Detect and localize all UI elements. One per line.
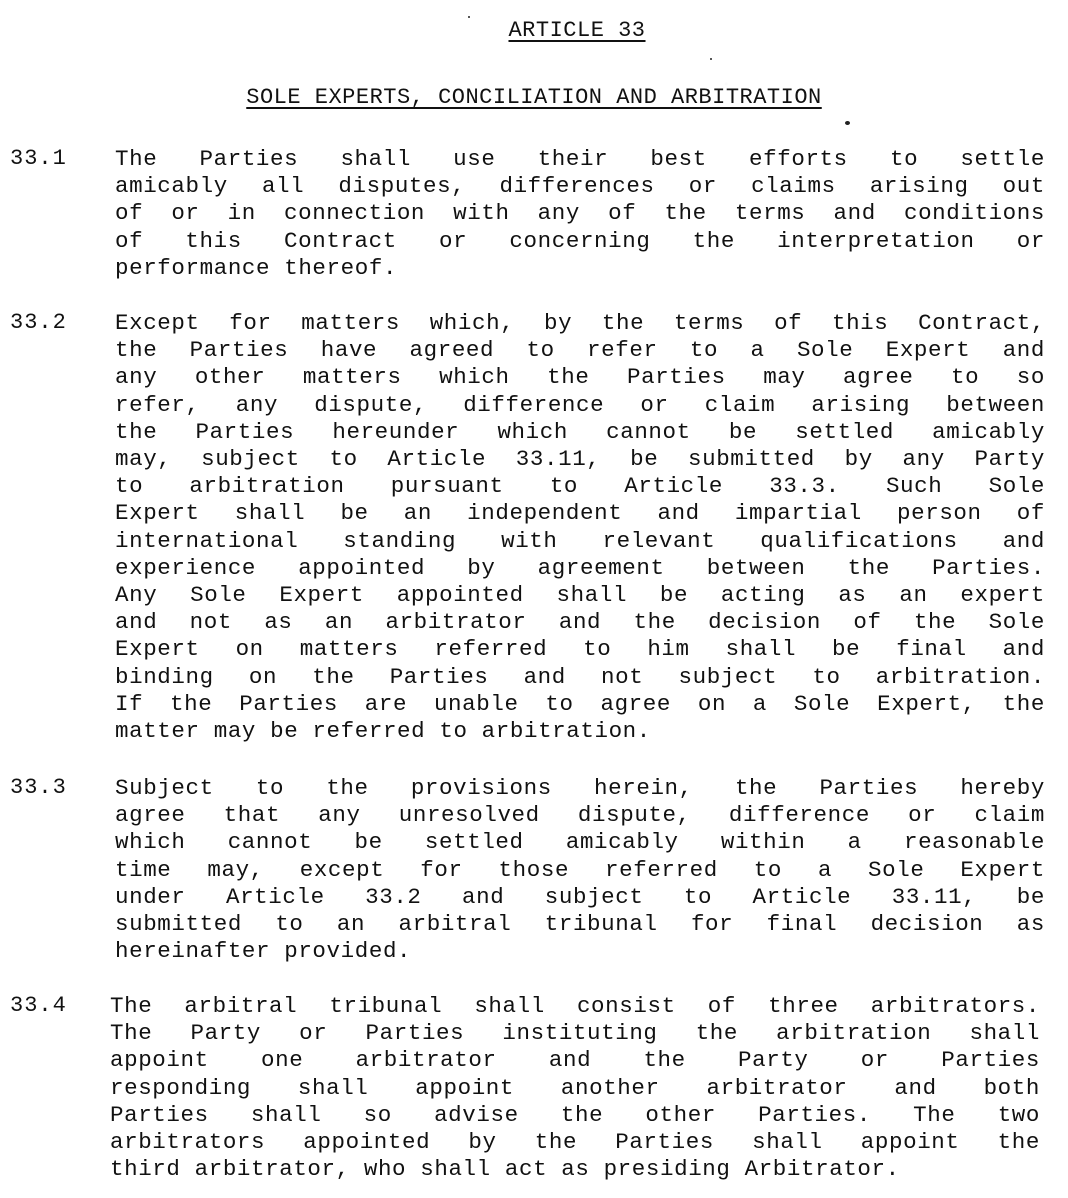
clause-line: submitted to an arbitral tribunal for final decision as bbox=[115, 911, 1045, 938]
clause-line: hereinafter provided. bbox=[115, 938, 412, 965]
clause-line: international standing with relevant qualifications and bbox=[115, 527, 1045, 554]
clause-line: may, subject to Article 33.11, be submitted by any Party bbox=[115, 446, 1045, 473]
clause-line: matter may be referred to arbitration. bbox=[115, 718, 651, 745]
clause-line: the Parties hereunder which cannot be settled amicably bbox=[115, 418, 1045, 445]
scan-speck bbox=[710, 58, 712, 60]
clause-line: The Party or Parties instituting the arbitration shall bbox=[110, 1020, 1040, 1047]
clause-body bbox=[115, 775, 1045, 965]
clause-number: 33.2 bbox=[10, 310, 67, 335]
clause-line: arbitrators appointed by the Parties shall appoint the bbox=[110, 1129, 1040, 1156]
clause-line: of this Contract or concerning the interpretation or bbox=[115, 227, 1045, 254]
clause-line: responding shall appoint another arbitrator and both bbox=[110, 1074, 1040, 1101]
clause-line: the Parties have agreed to refer to a Sole Expert and bbox=[115, 337, 1045, 364]
clause-line: to arbitration pursuant to Article 33.3. Such Sole bbox=[115, 473, 1045, 500]
clause-line: which cannot be settled amicably within a reasonable bbox=[115, 829, 1045, 856]
clause-line: amicably all disputes, differences or claims arising out bbox=[115, 173, 1045, 200]
section-heading bbox=[0, 85, 1068, 110]
clause-line: If the Parties are unable to agree on a Sole Expert, the bbox=[115, 690, 1045, 717]
clause-line: Expert shall be an independent and impartial person of bbox=[115, 500, 1045, 527]
clause-body bbox=[115, 310, 1045, 745]
clause-number: 33.4 bbox=[10, 993, 67, 1018]
clause-line: Parties shall so advise the other Parties. The two bbox=[110, 1101, 1040, 1128]
article-heading-text: ARTICLE 33 bbox=[508, 18, 646, 43]
clause-line: binding on the Parties and not subject to arbitration. bbox=[115, 663, 1045, 690]
clause-body bbox=[110, 993, 1040, 1183]
clause-line: of or in connection with any of the terms and conditions bbox=[115, 200, 1045, 227]
clause-line: performance thereof. bbox=[115, 254, 398, 281]
clause-line: agree that any unresolved dispute, difference or claim bbox=[115, 802, 1045, 829]
clause-line: Except for matters which, by the terms of this Contract, bbox=[115, 310, 1045, 336]
clause-line: Any Sole Expert appointed shall be acting as an expert bbox=[115, 582, 1045, 609]
clause-number: 33.3 bbox=[10, 775, 67, 800]
scan-speck bbox=[845, 121, 850, 125]
clause-line: The Parties shall use their best efforts to settle bbox=[115, 146, 1045, 172]
clause-body bbox=[115, 146, 1045, 282]
section-heading-text: SOLE EXPERTS, CONCILIATION AND ARBITRATION bbox=[246, 85, 822, 110]
clause-line: and not as an arbitrator and the decision of the Sole bbox=[115, 609, 1045, 636]
clause-line: time may, except for those referred to a Sole Expert bbox=[115, 856, 1045, 883]
scan-speck bbox=[468, 16, 470, 18]
clause-line: refer, any dispute, difference or claim arising between bbox=[115, 391, 1045, 418]
clause-number: 33.1 bbox=[10, 146, 67, 171]
clause-line: The arbitral tribunal shall consist of three arbitrators. bbox=[110, 993, 1040, 1019]
clause-line: appoint one arbitrator and the Party or Parties bbox=[110, 1047, 1040, 1074]
article-heading bbox=[43, 18, 1068, 43]
clause-line: experience appointed by agreement between the Parties. bbox=[115, 554, 1045, 581]
clause-line: Expert on matters referred to him shall be final and bbox=[115, 636, 1045, 663]
clause-line: any other matters which the Parties may agree to so bbox=[115, 364, 1045, 391]
clause-line: under Article 33.2 and subject to Article 33.11, be bbox=[115, 883, 1045, 910]
clause-line: Subject to the provisions herein, the Parties hereby bbox=[115, 775, 1045, 801]
clause-line: third arbitrator, who shall act as presiding Arbitrator. bbox=[110, 1156, 900, 1183]
